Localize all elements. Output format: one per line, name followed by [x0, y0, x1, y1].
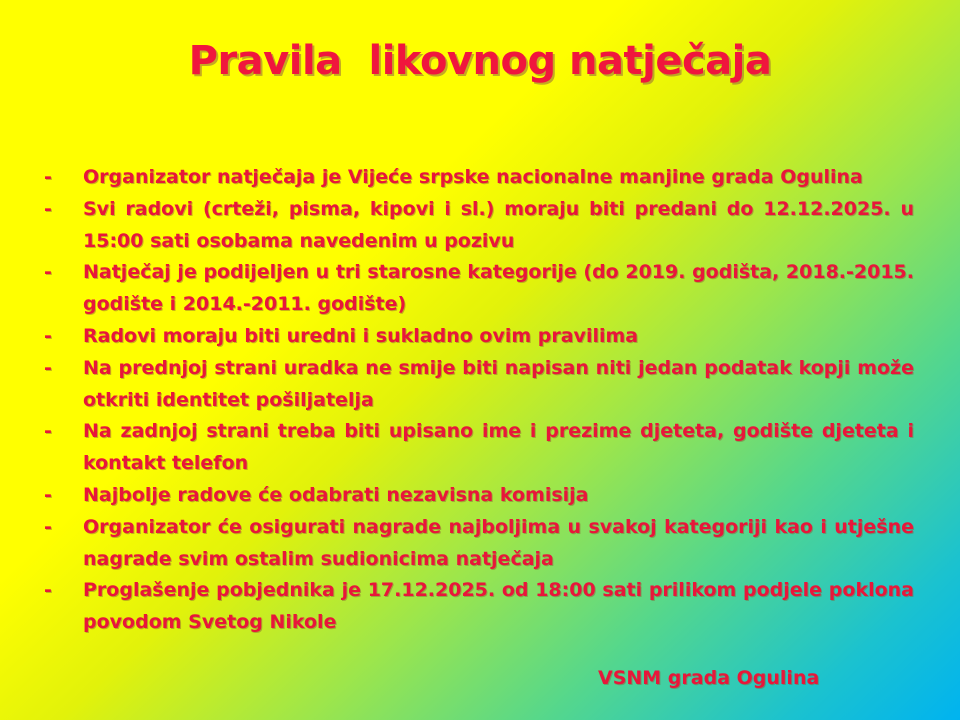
rule-item: [44, 321, 914, 353]
rule-text: Na zadnjoj strani treba biti upisano ime i prezime djeteta, godište djeteta i kontakt telefon: [83, 420, 914, 475]
rule-text: Proglašenje pobjednika je 17.12.2025. od 18:00 sati prilikom podjele poklona povodom Svetog Nikole: [83, 579, 914, 634]
signature: VSNM grada Ogulina: [598, 667, 820, 689]
bullet-dash: -: [44, 261, 52, 284]
rule-item: [44, 162, 914, 194]
rule-text: Najbolje radove će odabrati nezavisna komisija: [83, 483, 589, 506]
page-title: Pravila likovnog natječaja: [188, 38, 772, 84]
bullet-dash: -: [44, 166, 52, 188]
bullet-dash: -: [44, 324, 52, 347]
bullet-dash: -: [44, 483, 52, 506]
bullet-dash: -: [44, 356, 52, 379]
bullet-dash: -: [44, 579, 52, 602]
rule-text: Natječaj je podijeljen u tri starosne kategorije (do 2019. godišta, 2018.-2015. godište i 2014.-2011. godište): [83, 261, 914, 316]
rule-text: Na prednjoj strani uradka ne smije biti napisan niti jedan podatak kopji može otkriti identitet pošiljatelja: [83, 356, 914, 411]
rule-text: Radovi moraju biti uredni i sukladno ovim pravilima: [83, 324, 639, 347]
rule-text: Svi radovi (crteži, pisma, kipovi i sl.) moraju biti predani do 12.12.2025. u 15:00 sati osobama navedenim u pozivu: [83, 197, 914, 252]
rules-list: [44, 162, 914, 639]
rule-item: [44, 194, 914, 258]
rule-item: [44, 257, 914, 321]
bullet-dash: -: [44, 515, 52, 538]
rule-item: [44, 480, 914, 512]
rule-text: Organizator natječaja je Vijeće srpske nacionalne manjine grada Ogulina: [83, 166, 863, 188]
bullet-dash: -: [44, 197, 52, 220]
rule-text: Organizator će osigurati nagrade najboljima u svakoj kategoriji kao i utješne nagrade svim ostalim sudionicima natječaja: [83, 515, 914, 570]
bullet-dash: -: [44, 420, 52, 443]
rule-item: [44, 512, 914, 576]
rule-item: [44, 575, 914, 639]
rule-item: [44, 416, 914, 480]
rule-item: [44, 353, 914, 417]
